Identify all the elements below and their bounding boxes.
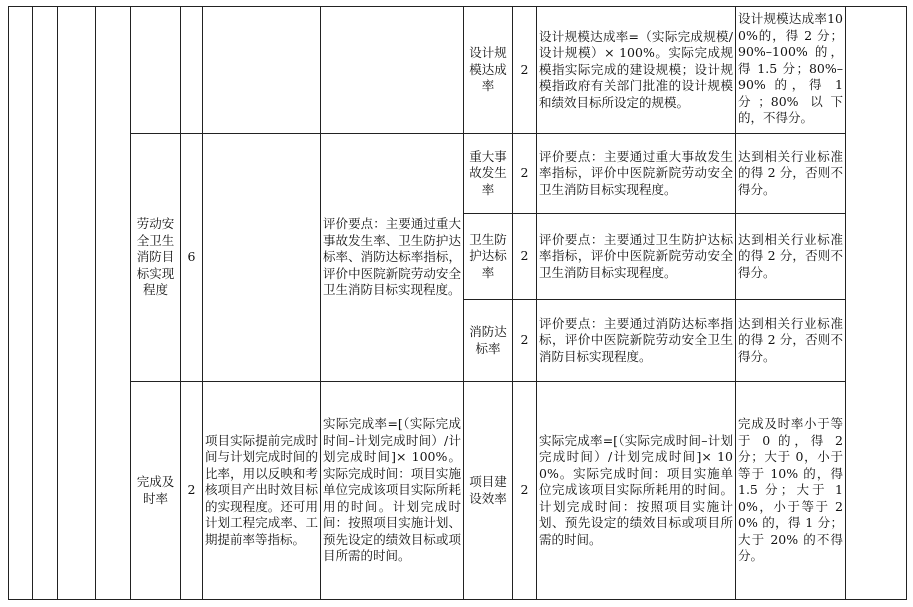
indicator-cell: 重大事故发生率	[464, 134, 513, 214]
definition-cell: 项目实际提前完成时间与计划完成时间的比率，用以反映和考核项目产出时效目标的实现程度。还可用计划工程完成率、工期提前率等指标。	[203, 382, 321, 600]
description-cell: 评价要点：主要通过重大事故发生率、卫生防护达标率、消防达标率指标，评价中医院新院劳动安全卫生消防目标实现程度。	[321, 134, 464, 382]
scoring-cell: 达到相关行业标准的得 2 分，否则不得分。	[736, 300, 846, 382]
indicator-cell: 项目建设效率	[464, 382, 513, 600]
empty-cell	[181, 7, 203, 134]
evaluation-table	[8, 6, 907, 600]
indicator-cell: 设计规模达成率	[464, 7, 513, 134]
scoring-cell: 达到相关行业标准的得 2 分，否则不得分。	[736, 214, 846, 300]
empty-cell	[33, 7, 58, 600]
scoring-cell: 设计规模达成率100%的，得 2 分；90%–100% 的，得 1.5 分；80%–90% 的，得 1 分；80% 以下的，不得分。	[736, 7, 846, 134]
empty-cell	[96, 7, 131, 600]
description-cell: 实际完成率=[（实际完成时间–计划完成时间）/计划完成时间]× 100%。实际完成时间：项目实施单位完成该项目实际所耗用的时间。计划完成时间：按照项目实施计划、预先设定的绩效目标或项目所需的时间。	[321, 382, 464, 600]
explanation-cell: 设计规模达成率=（实际完成规模/设计规模）× 100%。实际完成规模指实际完成的建设规模；设计规模指政府有关部门批准的设计规模和绩效目标所设定的规模。	[537, 7, 736, 134]
indicator-cell: 卫生防护达标率	[464, 214, 513, 300]
evaluation-table-page	[8, 6, 906, 599]
score-cell: 2	[513, 382, 537, 600]
empty-cell	[131, 7, 181, 134]
empty-cell	[203, 7, 321, 134]
indicator-cell: 消防达标率	[464, 300, 513, 382]
explanation-cell: 评价要点：主要通过卫生防护达标率指标，评价中医院新院劳动安全卫生消防目标实现程度。	[537, 214, 736, 300]
scoring-cell: 达到相关行业标准的得 2 分，否则不得分。	[736, 134, 846, 214]
weight-cell: 2	[181, 382, 203, 600]
score-cell: 2	[513, 214, 537, 300]
score-cell: 2	[513, 7, 537, 134]
score-cell: 2	[513, 134, 537, 214]
explanation-cell: 实际完成率=[（实际完成时间–计划完成时间）/计划完成时间]× 100%。实际完成时间：项目实施单位完成该项目实际所耗用的时间。计划完成时间：按照项目实施计划、预先设定的绩效目标或项目所需的时间。	[537, 382, 736, 600]
score-cell: 2	[513, 300, 537, 382]
table-row	[9, 382, 907, 600]
empty-cell	[846, 7, 907, 600]
explanation-cell: 评价要点：主要通过消防达标率指标，评价中医院新院劳动安全卫生消防目标实现程度。	[537, 300, 736, 382]
table-row	[9, 134, 907, 214]
category-cell: 劳动安全卫生消防目标实现程度	[131, 134, 181, 382]
explanation-cell: 评价要点：主要通过重大事故发生率指标，评价中医院新院劳动安全卫生消防目标实现程度。	[537, 134, 736, 214]
empty-cell	[203, 134, 321, 382]
scoring-cell: 完成及时率小于等于 0 的，得 2 分；大于 0，小于等于 10% 的，得 1.5 分；大于 10%，小于等于 20% 的，得 1 分；大于 20% 的不得分。	[736, 382, 846, 600]
empty-cell	[9, 7, 33, 600]
category-cell: 完成及时率	[131, 382, 181, 600]
empty-cell	[321, 7, 464, 134]
weight-cell: 6	[181, 134, 203, 382]
empty-cell	[58, 7, 96, 600]
table-row	[9, 7, 907, 134]
